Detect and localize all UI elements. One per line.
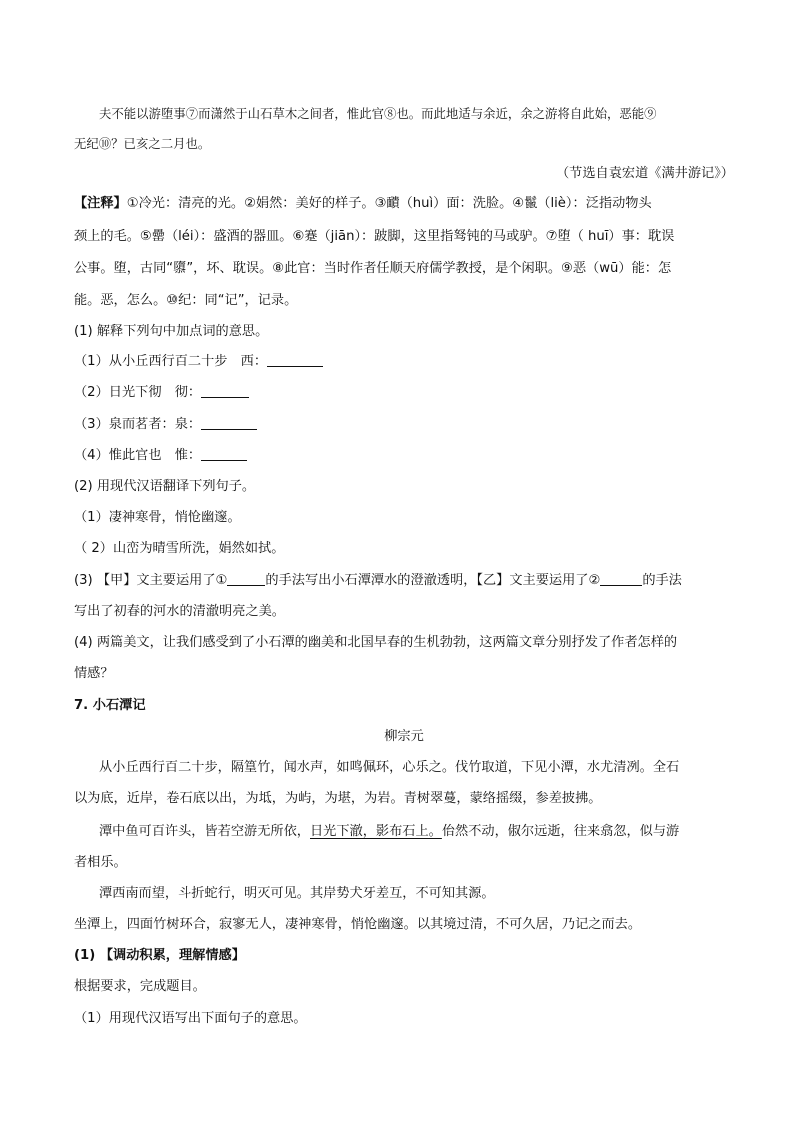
question-2-item-1: （1）凄神寒骨，悄怆幽邃。 — [74, 510, 241, 525]
sub-question-1: （1）用现代汉语写出下面句子的意思。 — [74, 1011, 307, 1026]
notes-line-1 — [74, 194, 734, 214]
para-2-text: 佁然不动，俶尔远逝，往来翕忽，似与游 — [441, 824, 680, 839]
item-text: （4）惟此官也 惟： — [74, 448, 202, 463]
question-1-title: (1) 解释下列句中加点词的意思。 — [74, 324, 269, 339]
question-4-line-1: (4) 两篇美文，让我们感受到了小石潭的幽美和北国早春的生机勃勃，这两篇文章分别抒发了作者怎样的 — [74, 635, 678, 650]
para-1-line-2: 以为底，近岸，卷石底以出，为坻，为屿，为堪，为岩。青树翠蔓，蒙络摇缀，参差披拂。 — [74, 791, 602, 806]
section-7-heading: 7. 小石潭记 — [74, 698, 146, 713]
answer-blank[interactable] — [201, 415, 257, 430]
question-1-item-3 — [74, 415, 734, 435]
q3-text-c: 的手法 — [642, 573, 682, 588]
para-2-text: 潭中鱼可百许头，皆若空游无所依， — [99, 824, 310, 839]
passage-line-1: 夫不能以游堕事⑦而潇然于山石草木之间者，惟此官⑧也。而此地适与余近，余之游将自此始，恶能⑨ — [99, 106, 657, 121]
q3-text-a: (3) 【甲】文主要运用了① — [74, 573, 228, 588]
answer-blank[interactable] — [267, 352, 323, 367]
question-1-item-2 — [74, 383, 734, 403]
question-2-title: (2) 用现代汉语翻译下列句子。 — [74, 479, 256, 494]
para-2-line-2: 者相乐。 — [74, 855, 127, 870]
question-1-item-4 — [74, 446, 734, 466]
notes-line-4: 能。恶，怎么。⑩纪：同“记”，记录。 — [74, 293, 298, 308]
question-1-item-1 — [74, 352, 734, 372]
question-3-line-1 — [74, 571, 734, 591]
para-3: 潭西南而望，斗折蛇行，明灭可见。其岸势犬牙差互，不可知其源。 — [99, 886, 495, 901]
item-text: （2）日光下彻 彻： — [74, 385, 202, 400]
q3-text-b: 的手法写出小石潭潭水的澄澈透明，【乙】文主要运用了② — [265, 573, 601, 588]
passage-line-2: 无纪⑩？已亥之二月也。 — [74, 136, 211, 151]
question-3-line-2: 写出了初春的河水的清澈明亮之美。 — [74, 604, 285, 619]
sub-heading: (1) 【调动积累，理解情感】 — [74, 948, 245, 963]
instruction: 根据要求，完成题目。 — [74, 979, 206, 994]
answer-blank[interactable] — [600, 571, 642, 586]
item-text: （1）从小丘西行百二十步 西： — [74, 354, 268, 369]
item-text: （3）泉而茗者：泉： — [74, 417, 202, 432]
notes-line-3: 公事。堕，古同“隳”，坏、耽误。⑧此官：当时作者任顺天府儒学教授，是个闲职。⑨恶（wū）能：怎 — [74, 261, 672, 276]
question-4-line-2: 情感？ — [74, 666, 114, 681]
notes-text-1: ①冷光：清亮的光。②娟然：美好的样子。③靧（huì）面：洗脸。④鬣（liè）：泛指动物头 — [126, 196, 652, 211]
answer-blank[interactable] — [201, 383, 249, 398]
notes-label: 【注释】 — [74, 196, 127, 211]
answer-blank[interactable] — [227, 571, 265, 586]
para-4: 坐潭上，四面竹树环合，寂寥无人，凄神寒骨，悄怆幽邃。以其境过清，不可久居，乃记之而去。 — [74, 917, 642, 932]
author: 柳宗元 — [384, 729, 424, 744]
para-2-line-1 — [99, 822, 734, 842]
underlined-sentence: 日光下澈，影布石上。 — [310, 824, 442, 839]
passage-source: （节选自袁宏道《满井游记》） — [555, 166, 734, 181]
para-1-line-1: 从小丘西行百二十步，隔篁竹，闻水声，如鸣佩环，心乐之。伐竹取道，下见小潭，水尤清冽。全石 — [99, 760, 680, 775]
question-2-item-2: （ 2）山峦为晴雪所洗，娟然如拭。 — [74, 541, 285, 556]
answer-blank[interactable] — [201, 446, 247, 461]
notes-line-2: 颈上的毛。⑤罍（léi）：盛酒的器皿。⑥蹇（jiān）：跛脚，这里指驽钝的马或驴。⑦堕（ huī）事：耽误 — [74, 229, 675, 244]
